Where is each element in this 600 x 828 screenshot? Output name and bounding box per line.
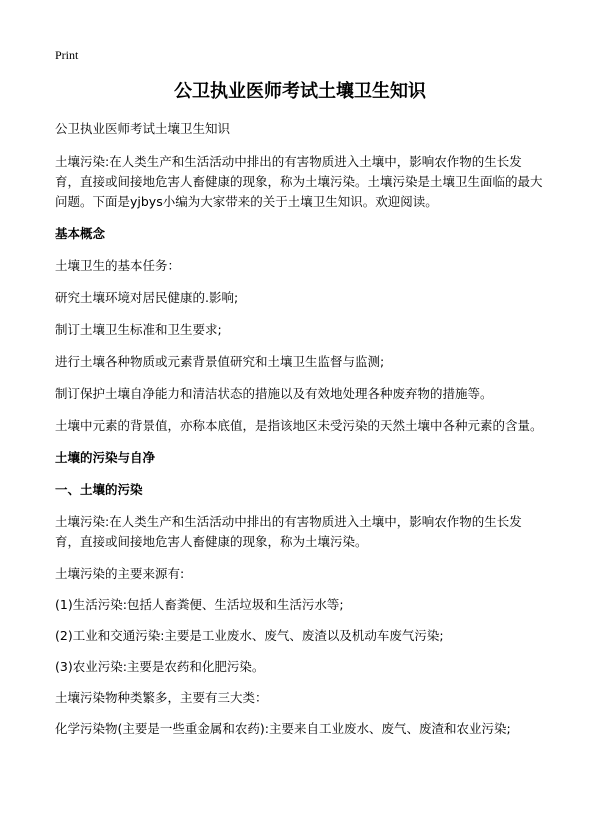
paragraph-source-2: (2)工业和交通污染:主要是工业废水、废气、废渣以及机动车废气污染; bbox=[55, 628, 444, 643]
paragraph-task-3: 进行土壤各种物质或元素背景值研究和土壤卫生监督与监测; bbox=[55, 354, 385, 369]
paragraph-source-3: (3)农业污染:主要是农药和化肥污染。 bbox=[55, 659, 265, 674]
heading-pollution-and-purification: 土壤的污染与自净 bbox=[55, 450, 156, 465]
article-body bbox=[55, 119, 546, 751]
heading-basic-concepts: 基本概念 bbox=[55, 226, 106, 241]
paragraph-pollution-sources: 土壤污染的主要来源有: bbox=[55, 566, 185, 581]
paragraph-task-1: 研究土壤环境对居民健康的.影响; bbox=[55, 290, 239, 305]
paragraph-background-value: 土壤中元素的背景值，亦称本底值，是指该地区未受污染的天然土壤中各种元素的含量。 bbox=[55, 418, 543, 433]
paragraph-task-2: 制订土壤卫生标准和卫生要求; bbox=[55, 322, 222, 337]
paragraph-subtitle: 公卫执业医师考试土壤卫生知识 bbox=[55, 121, 231, 136]
paragraph-task-4: 制订保护土壤自净能力和清洁状态的措施以及有效地处理各种废弃物的措施等。 bbox=[55, 386, 493, 401]
heading-soil-pollution: 一、土壤的污染 bbox=[55, 482, 143, 497]
paragraph-chemical-pollutants: 化学污染物(主要是一些重金属和农药):主要来自工业废水、废气、废渣和农业污染; bbox=[55, 721, 511, 736]
paragraph-basic-tasks: 土壤卫生的基本任务： bbox=[55, 258, 181, 273]
print-label: Print bbox=[55, 48, 79, 62]
paragraph-pollution-definition: 土壤污染:在人类生产和生活活动中排出的有害物质进入土壤中，影响农作物的生长发育，直接或间接地危害人畜健康的现象，称为土壤污染。 bbox=[55, 514, 522, 549]
paragraph-intro: 土壤污染:在人类生产和生活活动中排出的有害物质进入土壤中，影响农作物的生长发育，直接或间接地危害人畜健康的现象，称为土壤污染。土壤污染是土壤卫生面临的最大问题。下面是yjbys小编为大家带来的关于土壤卫生知识。欢迎阅读。 bbox=[55, 154, 543, 209]
paragraph-pollutant-types: 土壤污染物种类繁多，主要有三大类： bbox=[55, 690, 268, 705]
paragraph-source-1: (1)生活污染:包括人畜粪便、生活垃圾和生活污水等; bbox=[55, 597, 344, 612]
page-title: 公卫执业医师考试土壤卫生知识 bbox=[174, 81, 426, 102]
